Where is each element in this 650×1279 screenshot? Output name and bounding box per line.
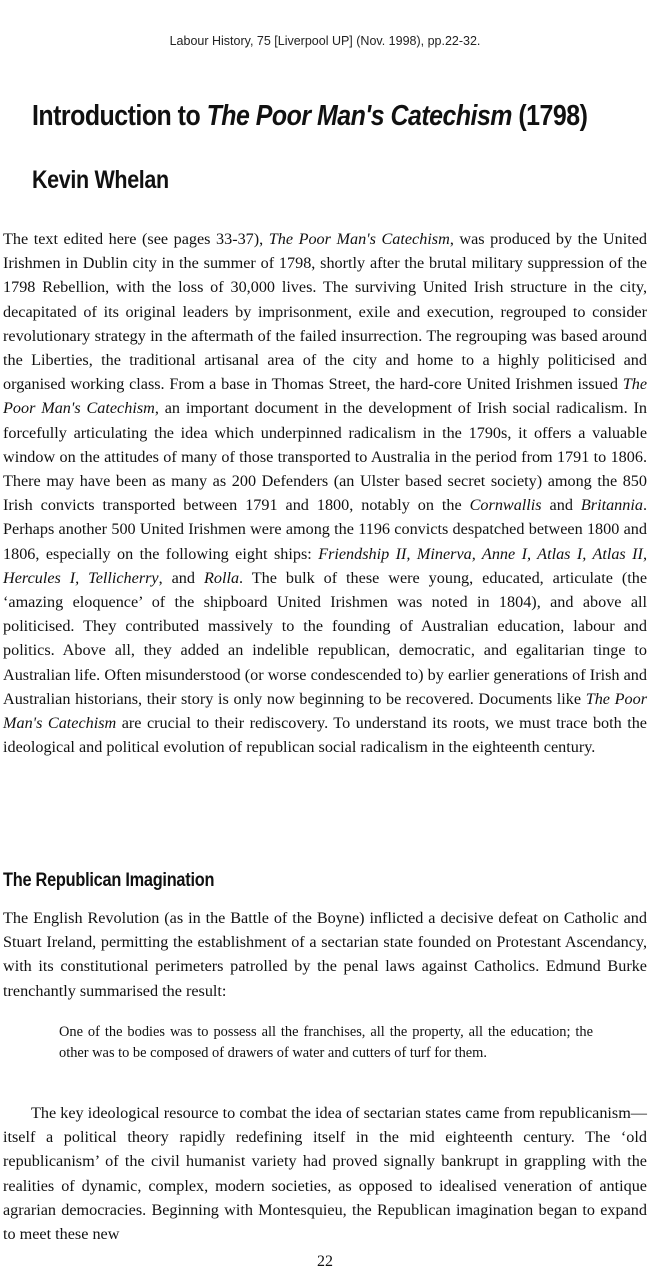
page-number: 22 — [317, 1253, 333, 1270]
title-italic: The Poor Man's Catechism — [206, 100, 512, 132]
body-paragraph-1 — [3, 227, 647, 759]
title-prefix: Introduction to — [32, 100, 207, 132]
p1-italic: Friendship II, Minerva, Anne I, Atlas I, Atlas II, Hercules I, Tellicherry — [3, 544, 647, 587]
block-quote: One of the bodies was to possess all the franchises, all the property, all the education; the other was to be composed of drawers of water and cutters of turf for them. — [59, 1024, 593, 1061]
p1-text: The text edited here (see pages 33-37), — [3, 230, 269, 248]
p1-text: and — [541, 496, 581, 515]
p1-italic: Cornwallis — [469, 496, 542, 515]
p1-italic: The Poor Man's Catechism — [3, 375, 647, 418]
p1-text: . Perhaps another 500 United Irishmen were among the 1196 convicts despatched between 1800 and 1806, especially on the following eight ships: — [3, 496, 647, 563]
article-title — [32, 100, 588, 133]
p1-italic: Britannia — [580, 496, 643, 515]
p1-text: , and — [158, 568, 204, 587]
p1-text: . The bulk of these were young, educated, articulate (the ‘amazing eloquence’ of the shipboard United Irishmen was noted in 1804), and above all politicised. They contributed massively to the founding of Australian education, labour and politics. Above all, they added an indelible republican, democratic, and egalitarian tinge to Australian life. Often misunderstood (or worse condescended to) by earlier generations of Irish and Australian historians, their story is only now beginning to be recovered. Documents like — [3, 568, 648, 708]
citation-header: Labour History, 75 [Liverpool UP] (Nov. 1998), pp.22-32. — [169, 34, 481, 48]
p1-text: , an important document in the development of Irish social radicalism. In forcefully articulating the idea which underpinned radicalism in the 1790s, it offers a valuable window on the attitudes of many of those transported to Australia in the period from 1791 to 1806. There may have been as many as 200 Defenders (an Ulster based secret society) among the 850 Irish convicts transported between 1791 and 1800, notably on the — [3, 399, 647, 515]
article-author: Kevin Whelan — [32, 166, 169, 194]
body-paragraph-2: The English Revolution (as in the Battle of the Boyne) inflicted a decisive defeat on Catholic and Stuart Ireland, permitting the establishment of a sectarian state founded on Protestant Ascendancy, with its constitutional perimeters patrolled by the penal laws against Catholics. Edmund Burke trenchantly summarised the result: — [3, 909, 647, 1000]
body-paragraph-3: The key ideological resource to combat the idea of sectarian states came from republicanism—itself a political theory rapidly redefining itself in the mid eighteenth century. The ‘old republicanism’ of the civil humanist variety had proved signally bankrupt in grappling with the realities of dynamic, complex, modern societies, as opposed to idealised veneration of antique agrarian democracies. Beginning with Montesquieu, the Republican imagination began to expand to meet these new — [3, 1104, 647, 1244]
section-heading: The Republican Imagination — [3, 870, 215, 891]
p1-italic: The Poor Man's Catechism — [268, 230, 450, 248]
p1-text: , was produced by the United Irishmen in Dublin city in the summer of 1798, shortly after the brutal military suppression of the 1798 Rebellion, with the loss of 30,000 lives. The surviving United Irish structure in the city, decapitated of its original leaders by imprisonment, exile and execution, regrouped to consider revolutionary strategy in the aftermath of the failed insurrection. The regrouping was based around the Liberties, the traditional artisanal area of the city and home to a highly politicised and organised working class. From a base in Thomas Street, the hard-core United Irishmen issued — [3, 230, 647, 394]
title-suffix: (1798) — [511, 100, 588, 132]
p1-italic: The Poor Man's Catechism — [3, 689, 647, 733]
p1-text: are crucial to their rediscovery. To understand its roots, we must trace both the ideological and political evolution of republican social radicalism in the eighteenth century. — [3, 714, 647, 757]
p1-italic: Rolla — [203, 568, 240, 587]
